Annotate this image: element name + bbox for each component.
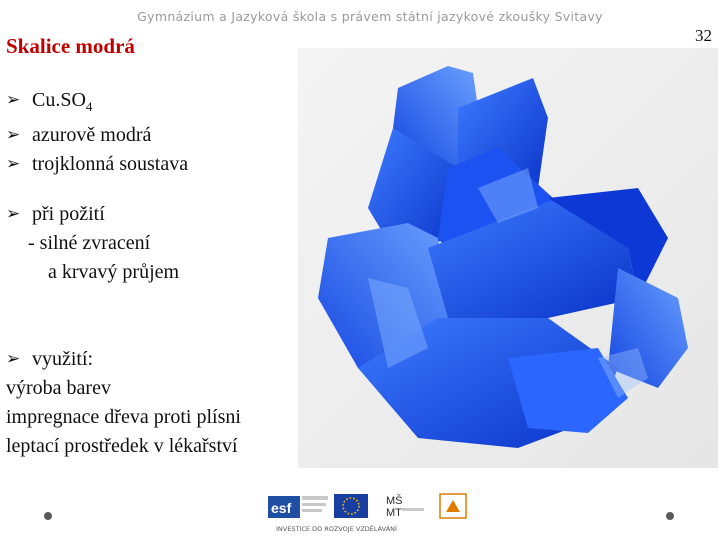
- arrow-bullet-icon: ➢: [6, 204, 21, 224]
- eu-flag-icon: [334, 494, 368, 518]
- formula-text: [32, 86, 92, 121]
- svg-text:MT: MT: [386, 507, 402, 519]
- arrow-bullet-icon: ➢: [6, 90, 21, 110]
- bullet-list-properties: [6, 86, 188, 179]
- slide-title: Skalice modrá: [6, 34, 135, 58]
- arrow-bullet-icon: ➢: [6, 349, 21, 369]
- use-medicine: leptací prostředek v lékařství: [6, 435, 238, 457]
- arrow-bullet-icon: ➢: [6, 154, 21, 174]
- svg-text:MŠ: MŠ: [386, 495, 403, 507]
- funding-logos: [268, 490, 478, 534]
- copper-sulfate-crystal-image: [298, 48, 718, 468]
- bullet-color: [6, 121, 188, 150]
- effect-diarrhea: a krvavý průjem: [48, 261, 180, 283]
- use-paints: výroba barev: [6, 377, 111, 399]
- msmt-logo-icon: [386, 494, 424, 519]
- arrow-bullet-icon: ➢: [6, 125, 21, 145]
- slide-number: 32: [695, 26, 712, 45]
- esf-logo-icon: [268, 496, 328, 518]
- use-wood-impregnation: impregnace dřeva proti plísni: [6, 406, 241, 428]
- system-text: trojklonná soustava: [32, 153, 189, 175]
- bullet-list-uses: [6, 345, 241, 461]
- decorative-dot-right: [666, 512, 674, 520]
- bullet-list-ingestion: [6, 200, 179, 287]
- color-text: azurově modrá: [32, 124, 152, 146]
- formula-subscript: 4: [85, 99, 93, 114]
- footer-logo-text: INVESTICE DO ROZVOJE VZDĚLÁVÁNÍ: [276, 525, 397, 533]
- bullet-use: [6, 345, 241, 374]
- formula-main: Cu.SO: [32, 89, 86, 111]
- bullet-system: [6, 150, 188, 179]
- bullet-formula: [6, 86, 188, 121]
- use-text: využití:: [32, 348, 94, 370]
- header-school-name: Gymnázium a Jazyková škola s právem státní jazykové zkoušky Svitavy: [137, 9, 603, 24]
- svg-text:esf: esf: [271, 500, 292, 516]
- effect-vomiting: - silné zvracení: [28, 232, 151, 254]
- ingestion-text: při požití: [32, 203, 105, 225]
- op-logo-icon: [440, 494, 466, 518]
- decorative-dot-left: [44, 512, 52, 520]
- bullet-ingestion: [6, 200, 179, 229]
